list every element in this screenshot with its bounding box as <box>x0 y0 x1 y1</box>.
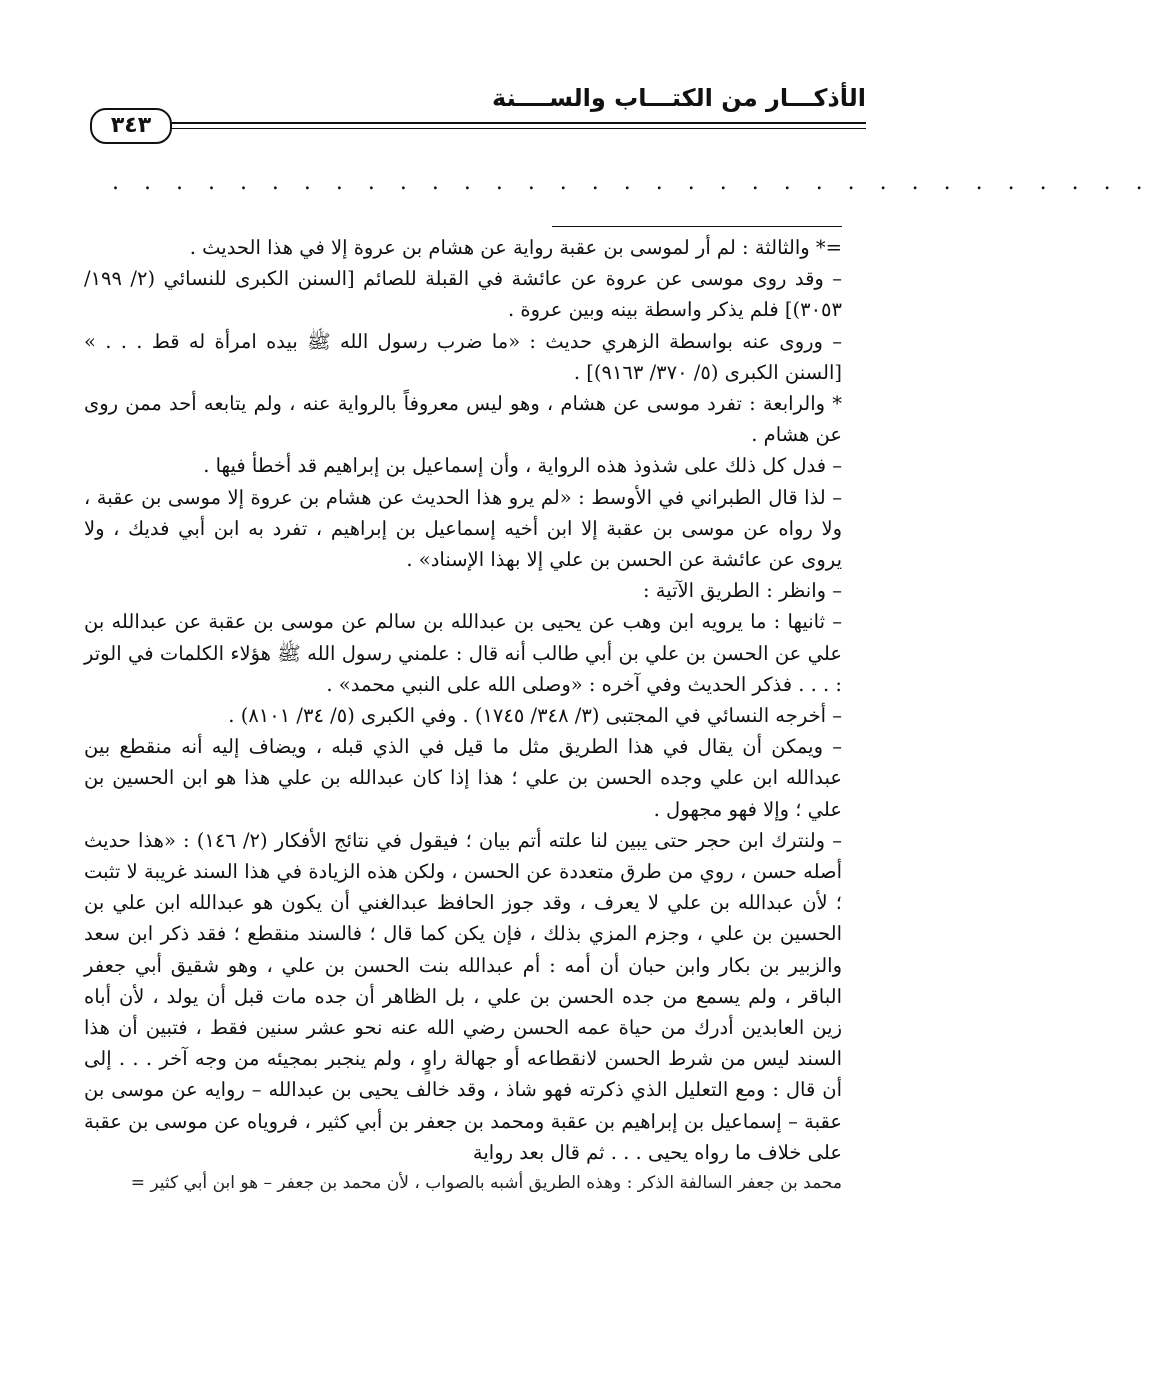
book-title: الأذكـــار من الكتـــاب والســــنة <box>492 84 866 112</box>
page-header <box>70 84 866 144</box>
paragraph: – وقد روى موسى عن عروة عن عائشة في القبلة للصائم [السنن الكبرى للنسائي (٢/ ١٩٩/ ٣٠٥٣)] فلم يذكر واسطة بينه وبين عروة . <box>84 267 842 322</box>
paragraph: – لذا قال الطبراني في الأوسط : «لم يرو هذا الحديث عن هشام بن عروة إلا موسى بن عقبة ، ولا رواه عن موسى بن عقبة إلا ابن أخيه إسماعيل بن إبراهيم ، تفرد به ابن أبي فديك ، ولا يروى عن عائشة عن الحسن بن علي إلا بهذا الإسناد» . <box>84 485 842 572</box>
paragraph: – فدل كل ذلك على شذوذ هذه الرواية ، وأن إسماعيل بن إبراهيم قد أخطأ فيها . <box>203 454 842 478</box>
header-rule-bottom <box>166 128 866 129</box>
paragraph: – أخرجه النسائي في المجتبى (٣/ ٣٤٨/ ١٧٤٥) . وفي الكبرى (٥/ ٣٤/ ٨١٠١) . <box>228 704 842 728</box>
paragraph: * والرابعة : تفرد موسى عن هشام ، وهو ليس معروفاً بالرواية عنه ، ولم يتابعه أحد ممن روى عن هشام . <box>84 392 842 447</box>
header-rule-top <box>166 122 866 124</box>
footnote-text <box>84 232 842 1199</box>
paragraph-handwritten: محمد بن جعفر السالفة الذكر : وهذه الطريق أشبه بالصواب ، لأن محمد بن جعفر – هو ابن أبي كثير = <box>130 1173 842 1194</box>
paragraph: – ولنترك ابن حجر حتى يبين لنا علته أتم بيان ؛ فيقول في نتائج الأفكار (٢/ ١٤٦) : «هذا حديث أصله حسن ، روي من طرق متعددة عن الحسن ، ولكن هذه الزيادة في هذا السند غريبة لا تثبت ؛ لأن عبدالله بن علي لا يعرف ، وقد جوز الحافظ عبدالغني أن يكون هو عبدالله ابن علي بن الحسين بن علي ، وجزم المزي بذلك ، فإن يكن كما قال ؛ فالسند منقطع ؛ فقد ذكر ابن سعد والزبير بن بكار وابن حبان أن أمه : أم عبدالله بنت الحسن بن علي ، وهو شقيق أبي جعفر الباقر ، ولم يسمع من جده الحسن بن علي ، بل الظاهر أن جده مات قبل أن يولد ، لأن أباه زين العابدين أدرك من حياة عمه الحسن رضي الله عنه نحو عشر سنين فقط ، فتبين أن هذا السند ليس من شرط الحسن لانقطاعه أو جهالة راوٍ ، ولم ينجبر بمجيئه من وجه آخر . . . إلى أن قال : ومع التعليل الذي ذكرته فهو شاذ ، وقد خالف يحيى بن عبدالله – روايه عن موسى بن عقبة – إسماعيل بن إبراهيم بن عقبة ومحمد بن جعفر بن أبي كثير ، فروياه عن موسى بن عقبة على خلاف ما رواه يحيى . . . ثم قال بعد رواية <box>84 828 842 1164</box>
paragraph: – ثانيها : ما يرويه ابن وهب عن يحيى بن عبدالله بن سالم عن موسى بن عقبة عن عبدالله بن علي عن الحسن بن علي بن أبي طالب أنه قال : علمني رسول الله ﷺ هؤلاء الكلمات في الوتر : . . . فذكر الحديث وفي آخره : «وصلى الله على النبي محمد» . <box>84 610 842 696</box>
paragraph: =* والثالثة : لم أر لموسى بن عقبة رواية عن هشام بن عروة إلا في هذا الحديث . <box>189 236 842 259</box>
paragraph: – ويمكن أن يقال في هذا الطريق مثل ما قيل في الذي قبله ، ويضاف إليه أنه منقطع بين عبدالله ابن علي وجده الحسن بن علي ؛ هذا إذا كان عبدالله بن علي هذا هو ابن الحسين بن علي ؛ وإلا فهو مجهول . <box>84 735 842 821</box>
paragraph: – وانظر : الطريق الآتية : <box>642 579 842 603</box>
paragraph: – وروى عنه بواسطة الزهري حديث : «ما ضرب رسول الله ﷺ بيده امرأة له قط . . . » [السنن الكبرى (٥/ ٣٧٠/ ٩١٦٣)] . <box>84 329 842 384</box>
ellipsis-separator: . . . . . . . . . . . . . . . . . . . . . . . . . . . . . . . . . <box>112 170 1152 195</box>
footnote-separator <box>552 226 842 227</box>
page-number: ٣٤٣ <box>90 108 172 144</box>
